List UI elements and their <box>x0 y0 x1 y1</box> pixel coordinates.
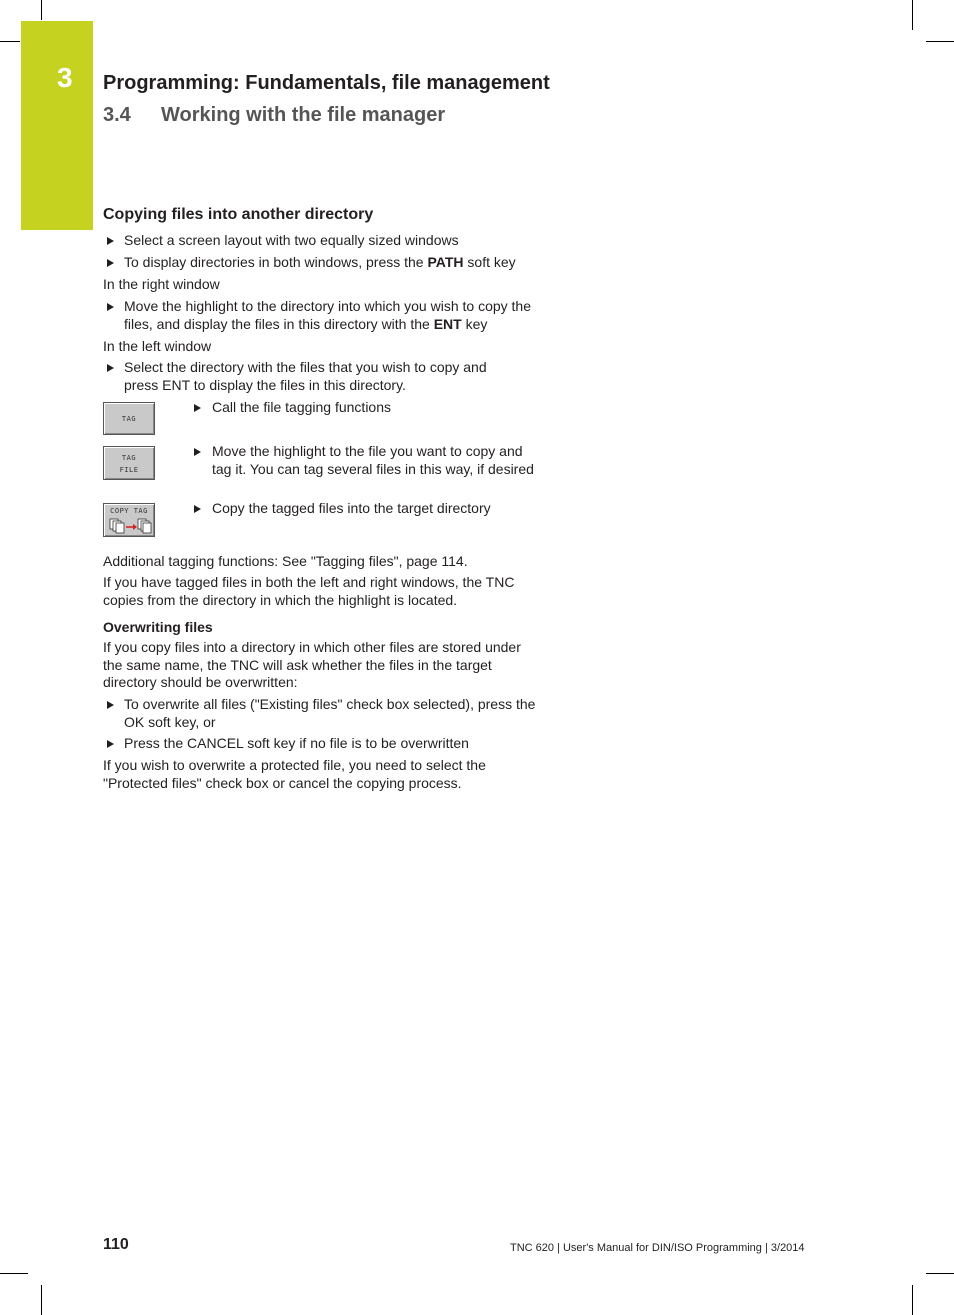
softkey-step: Copy the tagged files into the target directory <box>212 500 491 516</box>
bullet-icon <box>107 701 114 709</box>
crop-mark <box>0 1273 28 1274</box>
softkey-step: Call the file tagging functions <box>212 399 391 415</box>
bullet-icon <box>107 237 114 245</box>
list-item: To overwrite all files ("Existing files" check box selected), press the OK soft key, or <box>124 696 536 730</box>
copy-tag-softkey-label: COPY TAG <box>110 507 148 515</box>
page-heading: Copying files into another directory <box>103 206 374 223</box>
bullet-icon <box>107 364 114 372</box>
list-item <box>124 254 544 272</box>
overwriting-heading: Overwriting files <box>103 619 213 635</box>
chapter-tab <box>21 21 93 230</box>
bullet-icon <box>107 259 114 267</box>
crop-mark <box>926 41 954 42</box>
copy-files-icon <box>108 516 152 534</box>
list-item: Select a screen layout with two equally sized windows <box>124 232 459 248</box>
both-windows-note: If you have tagged files in both the left and right windows, the TNC copies from the directory in which the highlight is located. <box>103 574 515 608</box>
bullet-icon <box>194 404 201 412</box>
bullet-icon <box>107 740 114 748</box>
crop-mark <box>41 0 42 20</box>
bullet-icon <box>107 303 114 311</box>
path-key: PATH <box>427 254 464 270</box>
crop-mark <box>0 41 20 42</box>
bullet-icon <box>194 505 201 513</box>
copy-tag-softkey[interactable] <box>103 503 155 537</box>
page-number: 110 <box>103 1236 129 1253</box>
section-title: Working with the file manager <box>161 104 446 126</box>
chapter-title: Programming: Fundamentals, file management <box>103 72 550 94</box>
overwriting-intro: If you copy files into a directory in which other files are stored under the same name, the TNC will ask whether the files in the target directory should be overwritten: <box>103 639 521 690</box>
list-item-tail: key <box>461 315 488 332</box>
right-window-label: In the right window <box>103 276 220 292</box>
list-item-text: Move the highlight to the directory into which you wish to copy the files, and display the files in this directory with the <box>124 298 531 332</box>
footer-text: TNC 620 | User's Manual for DIN/ISO Programming | 3/2014 <box>510 1242 805 1254</box>
ent-key: ENT <box>433 315 462 332</box>
additional-functions: Additional tagging functions: See "Tagging files", page 114. <box>103 553 468 569</box>
crop-mark <box>912 0 913 30</box>
tag-softkey[interactable] <box>103 402 155 435</box>
bullet-icon <box>194 448 201 456</box>
section-number: 3.4 <box>103 104 131 126</box>
tag-softkey-label: TAG <box>121 415 137 423</box>
list-item-text: To display directories in both windows, press the <box>124 254 428 270</box>
crop-mark <box>912 1285 913 1315</box>
tag-file-softkey-line1: TAG <box>121 454 137 462</box>
list-item: Press the CANCEL soft key if no file is to be overwritten <box>124 735 469 751</box>
crop-mark <box>41 1285 42 1315</box>
tag-file-softkey-line2: FILE <box>119 466 139 474</box>
list-item <box>124 298 544 333</box>
chapter-number: 3 <box>57 62 73 93</box>
protected-note: If you wish to overwrite a protected file, you need to select the "Protected files" check box or cancel the copying process. <box>103 757 486 791</box>
tag-file-softkey[interactable] <box>103 446 155 480</box>
left-window-label: In the left window <box>103 338 212 354</box>
crop-mark <box>926 1273 954 1274</box>
softkey-step: Move the highlight to the file you want to copy and tag it. You can tag several files in this way, if desired <box>212 443 534 477</box>
list-item: Select the directory with the files that you wish to copy and press ENT to display the files in this directory. <box>124 359 487 393</box>
list-item-tail: soft key <box>463 254 516 270</box>
